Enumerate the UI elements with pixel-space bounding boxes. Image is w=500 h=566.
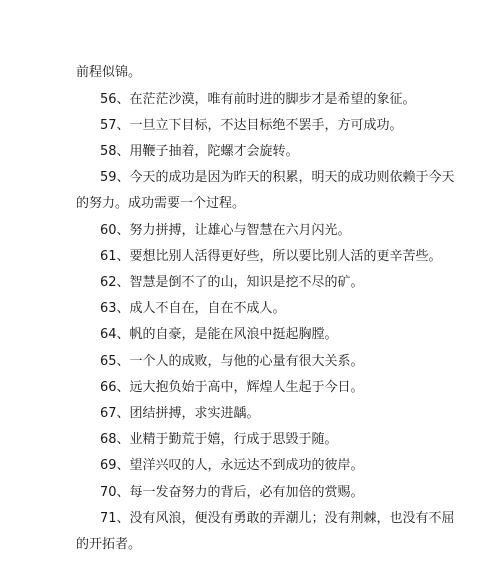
quote-item-70: 70、每一发奋努力的背后，必有加倍的赏赐。 [100, 485, 364, 500]
quote-item-57: 57、一旦立下目标，不达目标绝不罢手，方可成功。 [100, 118, 403, 133]
quote-item-59: 59、今天的成功是因为昨天的积累，明天的成功则依赖于今天 [100, 170, 455, 185]
quote-item-69: 69、望洋兴叹的人，永远达不到成功的彼岸。 [100, 458, 364, 473]
quote-item-58: 58、用鞭子抽着，陀螺才会旋转。 [100, 144, 299, 159]
quote-item-64: 64、帆的自豪，是能在风浪中挺起胸膛。 [100, 327, 338, 342]
quote-item-66: 66、远大抱负始于高中，辉煌人生起于今日。 [100, 380, 364, 395]
quote-item-65: 65、一个人的成败，与他的心量有很大关系。 [100, 354, 364, 369]
quote-item-62: 62、智慧是倒不了的山，知识是挖不尽的矿。 [100, 275, 364, 290]
quote-item-68: 68、业精于勤荒于嬉，行成于思毁于随。 [100, 432, 338, 447]
quote-item-59-continued: 的努力。成功需要一个过程。 [76, 196, 246, 211]
quote-item-56: 56、在茫茫沙漠，唯有前时进的脚步才是希望的象征。 [100, 92, 416, 107]
quote-item-67: 67、团结拼搏，求实进龋。 [100, 406, 260, 421]
paragraph-line: 前程似锦。 [76, 65, 142, 80]
quote-item-63: 63、成人不自在，自在不成人。 [100, 301, 286, 316]
quote-item-71: 71、没有风浪，便没有勇敢的弄潮儿；没有荆棘，也没有不屈 [100, 511, 455, 526]
quote-item-61: 61、要想比别人活得更好些，所以要比别人活的更辛苦些。 [100, 249, 442, 264]
quote-item-71-continued: 的开拓者。 [76, 537, 142, 552]
quote-item-60: 60、努力拼搏，让雄心与智慧在六月闪光。 [100, 223, 351, 238]
